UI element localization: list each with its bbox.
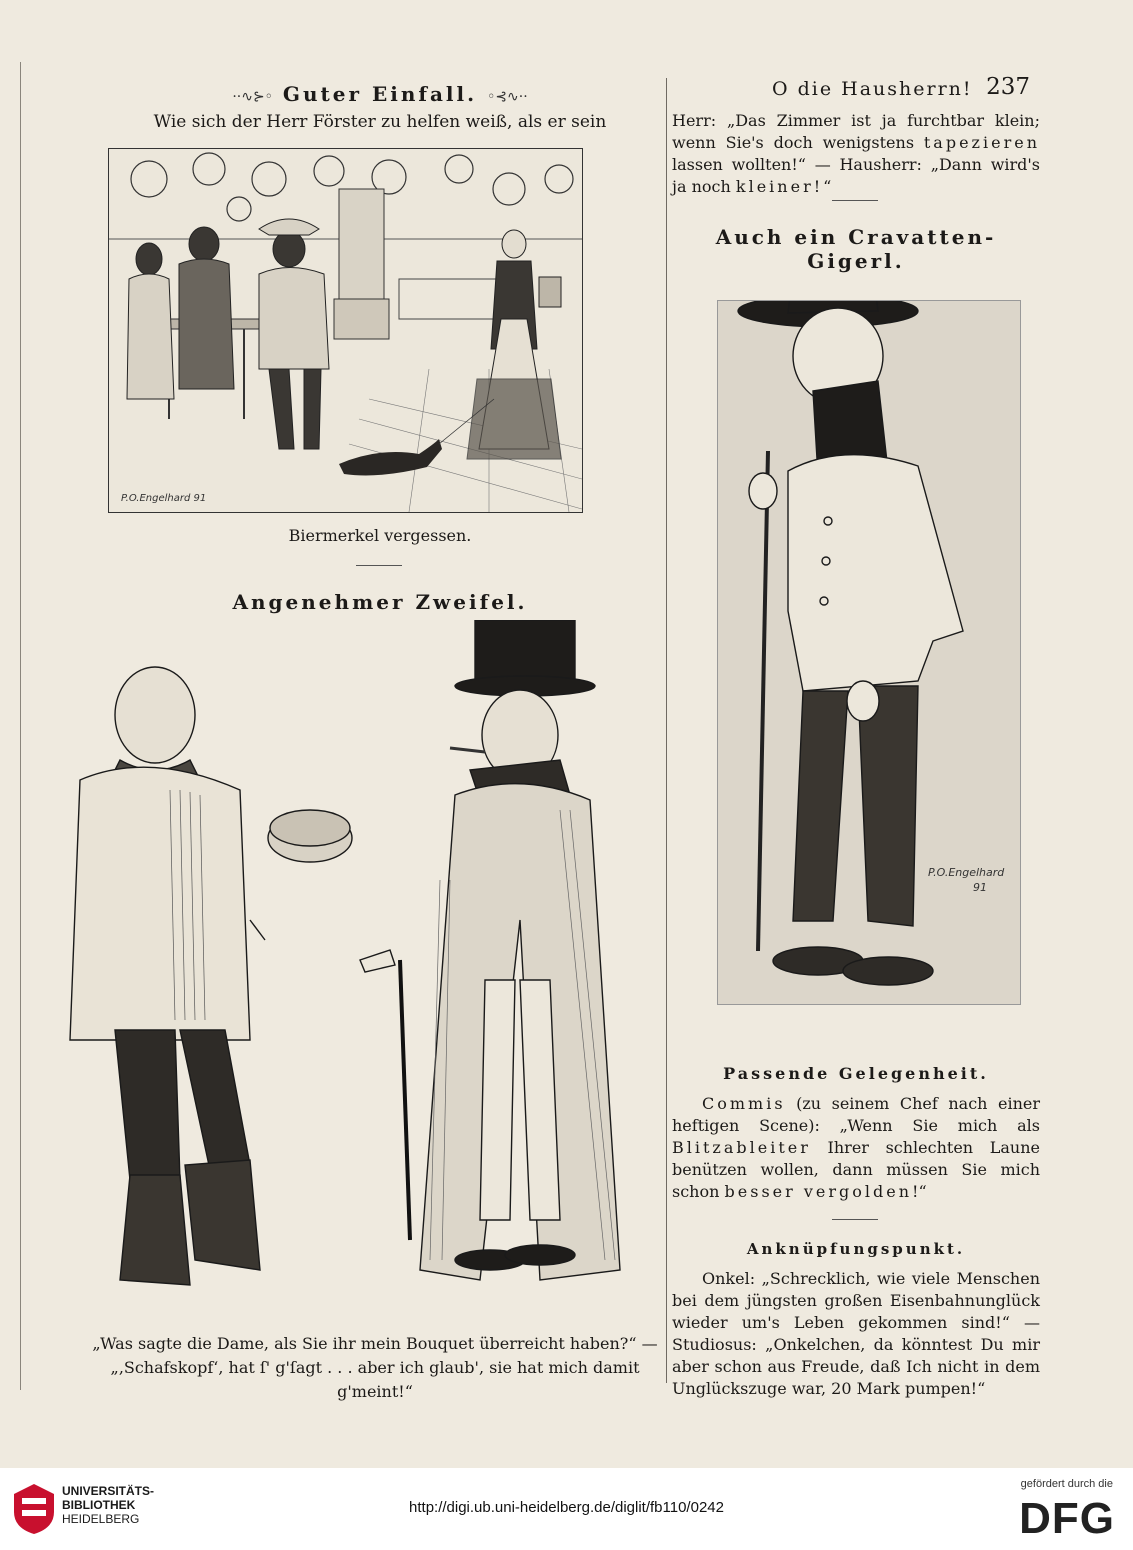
viewer-footer bbox=[0, 1468, 1133, 1550]
speaker-commis: Commis bbox=[702, 1094, 786, 1113]
illus2-signature-1: P.O.Engelhard bbox=[928, 866, 1005, 879]
permalink-url[interactable]: http://digi.ub.uni-heidelberg.de/diglit/fb110/0242 bbox=[409, 1499, 724, 1516]
caption-line-1: „Was sagte die Dame, als Sie ihr mein Bouquet überreicht haben?“ — bbox=[92, 1334, 658, 1353]
gigerl-drawing bbox=[718, 301, 1020, 1004]
column-rule bbox=[666, 78, 667, 1383]
joke3-text-2: „Onkelchen, da könntest Du mir aber schon aus Freude, daß Ich nicht in dem Unglückszuge war, 20 Mark pumpen!“ bbox=[672, 1335, 1040, 1398]
joke2-text-3: !“ bbox=[912, 1182, 927, 1201]
section-rule-1 bbox=[356, 565, 402, 566]
title-guter-einfall bbox=[100, 82, 660, 106]
joke1-spaced-1: tapezieren bbox=[923, 133, 1040, 152]
section-rule-3 bbox=[832, 1219, 878, 1220]
joke-hausherrn bbox=[672, 110, 1040, 198]
caption-zweifel bbox=[85, 1332, 665, 1404]
ornament-right: ◦⊰∿·· bbox=[487, 89, 528, 105]
caption-line-2: „‚Schafskopf‘, hat ſ' g'ſagt . . . aber ich glaub', sie hat mich damit g'meint!“ bbox=[110, 1358, 640, 1401]
running-head-title: O die Hausherrn! bbox=[772, 78, 973, 100]
right-column bbox=[672, 70, 1040, 273]
title-angenehmer-zweifel: Angenehmer Zweifel. bbox=[232, 590, 528, 614]
two-men-drawing bbox=[60, 620, 650, 1320]
title-cravatten-gigerl: Auch ein Cravatten-Gigerl. bbox=[715, 225, 997, 273]
speaker-herr: Herr: bbox=[672, 111, 717, 130]
subtitle-foerster: Wie sich der Herr Förster zu helfen weiß, als er sein bbox=[153, 112, 607, 132]
speaker-onkel: Onkel: bbox=[702, 1269, 756, 1288]
illustration-tavern bbox=[108, 148, 583, 513]
caption-biermerkel: Biermerkel vergessen. bbox=[288, 526, 472, 545]
illus1-signature: P.O.Engelhard 91 bbox=[121, 493, 207, 504]
illustration-gigerl bbox=[717, 300, 1021, 1005]
running-head bbox=[672, 70, 1040, 100]
joke-commis bbox=[672, 1093, 1040, 1203]
joke2-spaced-2: besser vergolden bbox=[724, 1182, 913, 1201]
joke3-text-1: „Schrecklich, wie viele Menschen bei dem jüngsten großen Eisenbahnunglück wieder um's Leben gekommen sind!“ — bbox=[672, 1269, 1040, 1332]
illustration-two-men bbox=[60, 620, 650, 1320]
tavern-drawing bbox=[109, 149, 582, 512]
ornament-left: ··∿⊱◦ bbox=[232, 89, 273, 105]
speaker-studiosus: Studiosus: bbox=[672, 1335, 757, 1354]
library-line-3: HEIDELBERG bbox=[62, 1512, 140, 1526]
joke2-text-2: Ihrer schlechten Laune benützen wollen, dann müssen Sie mich schon bbox=[672, 1138, 1040, 1201]
dfg-logo: DFG bbox=[1019, 1494, 1115, 1543]
section-rule-2 bbox=[832, 200, 878, 201]
funded-by-label: gefördert durch die bbox=[1020, 1478, 1113, 1490]
speaker-hausherr: Hausherr: bbox=[839, 155, 922, 174]
left-column bbox=[100, 70, 660, 132]
joke1-spaced-2: kleiner!“ bbox=[735, 177, 835, 196]
page-number: 237 bbox=[986, 74, 1030, 100]
title-text: Guter Einfall. bbox=[282, 82, 478, 106]
joke2-text-1: (zu seinem Chef nach einer heftigen Scene): „Wenn Sie mich als bbox=[672, 1094, 1040, 1135]
library-line-1: UNIVERSITÄTS- bbox=[62, 1484, 155, 1498]
library-line-2: BIBLIOTHEK bbox=[62, 1498, 136, 1512]
joke1-text-3: „Dann wird's ja noch bbox=[672, 155, 1041, 196]
illus2-signature-2: 91 bbox=[973, 881, 987, 894]
joke1-text-2: lassen wollten!“ — bbox=[672, 155, 831, 174]
title-passende-gelegenheit: Passende Gelegenheit. bbox=[723, 1064, 989, 1083]
joke-onkel bbox=[672, 1268, 1040, 1400]
right-column-lower bbox=[672, 1064, 1040, 1400]
joke1-text-1: „Das Zimmer ist ja furchtbar klein; wenn Sie's doch wenigstens bbox=[672, 111, 1040, 152]
title-ankniipfungspunkt: Anknüpfungspunkt. bbox=[746, 1240, 966, 1258]
joke2-spaced-1: Blitzableiter bbox=[672, 1138, 811, 1157]
